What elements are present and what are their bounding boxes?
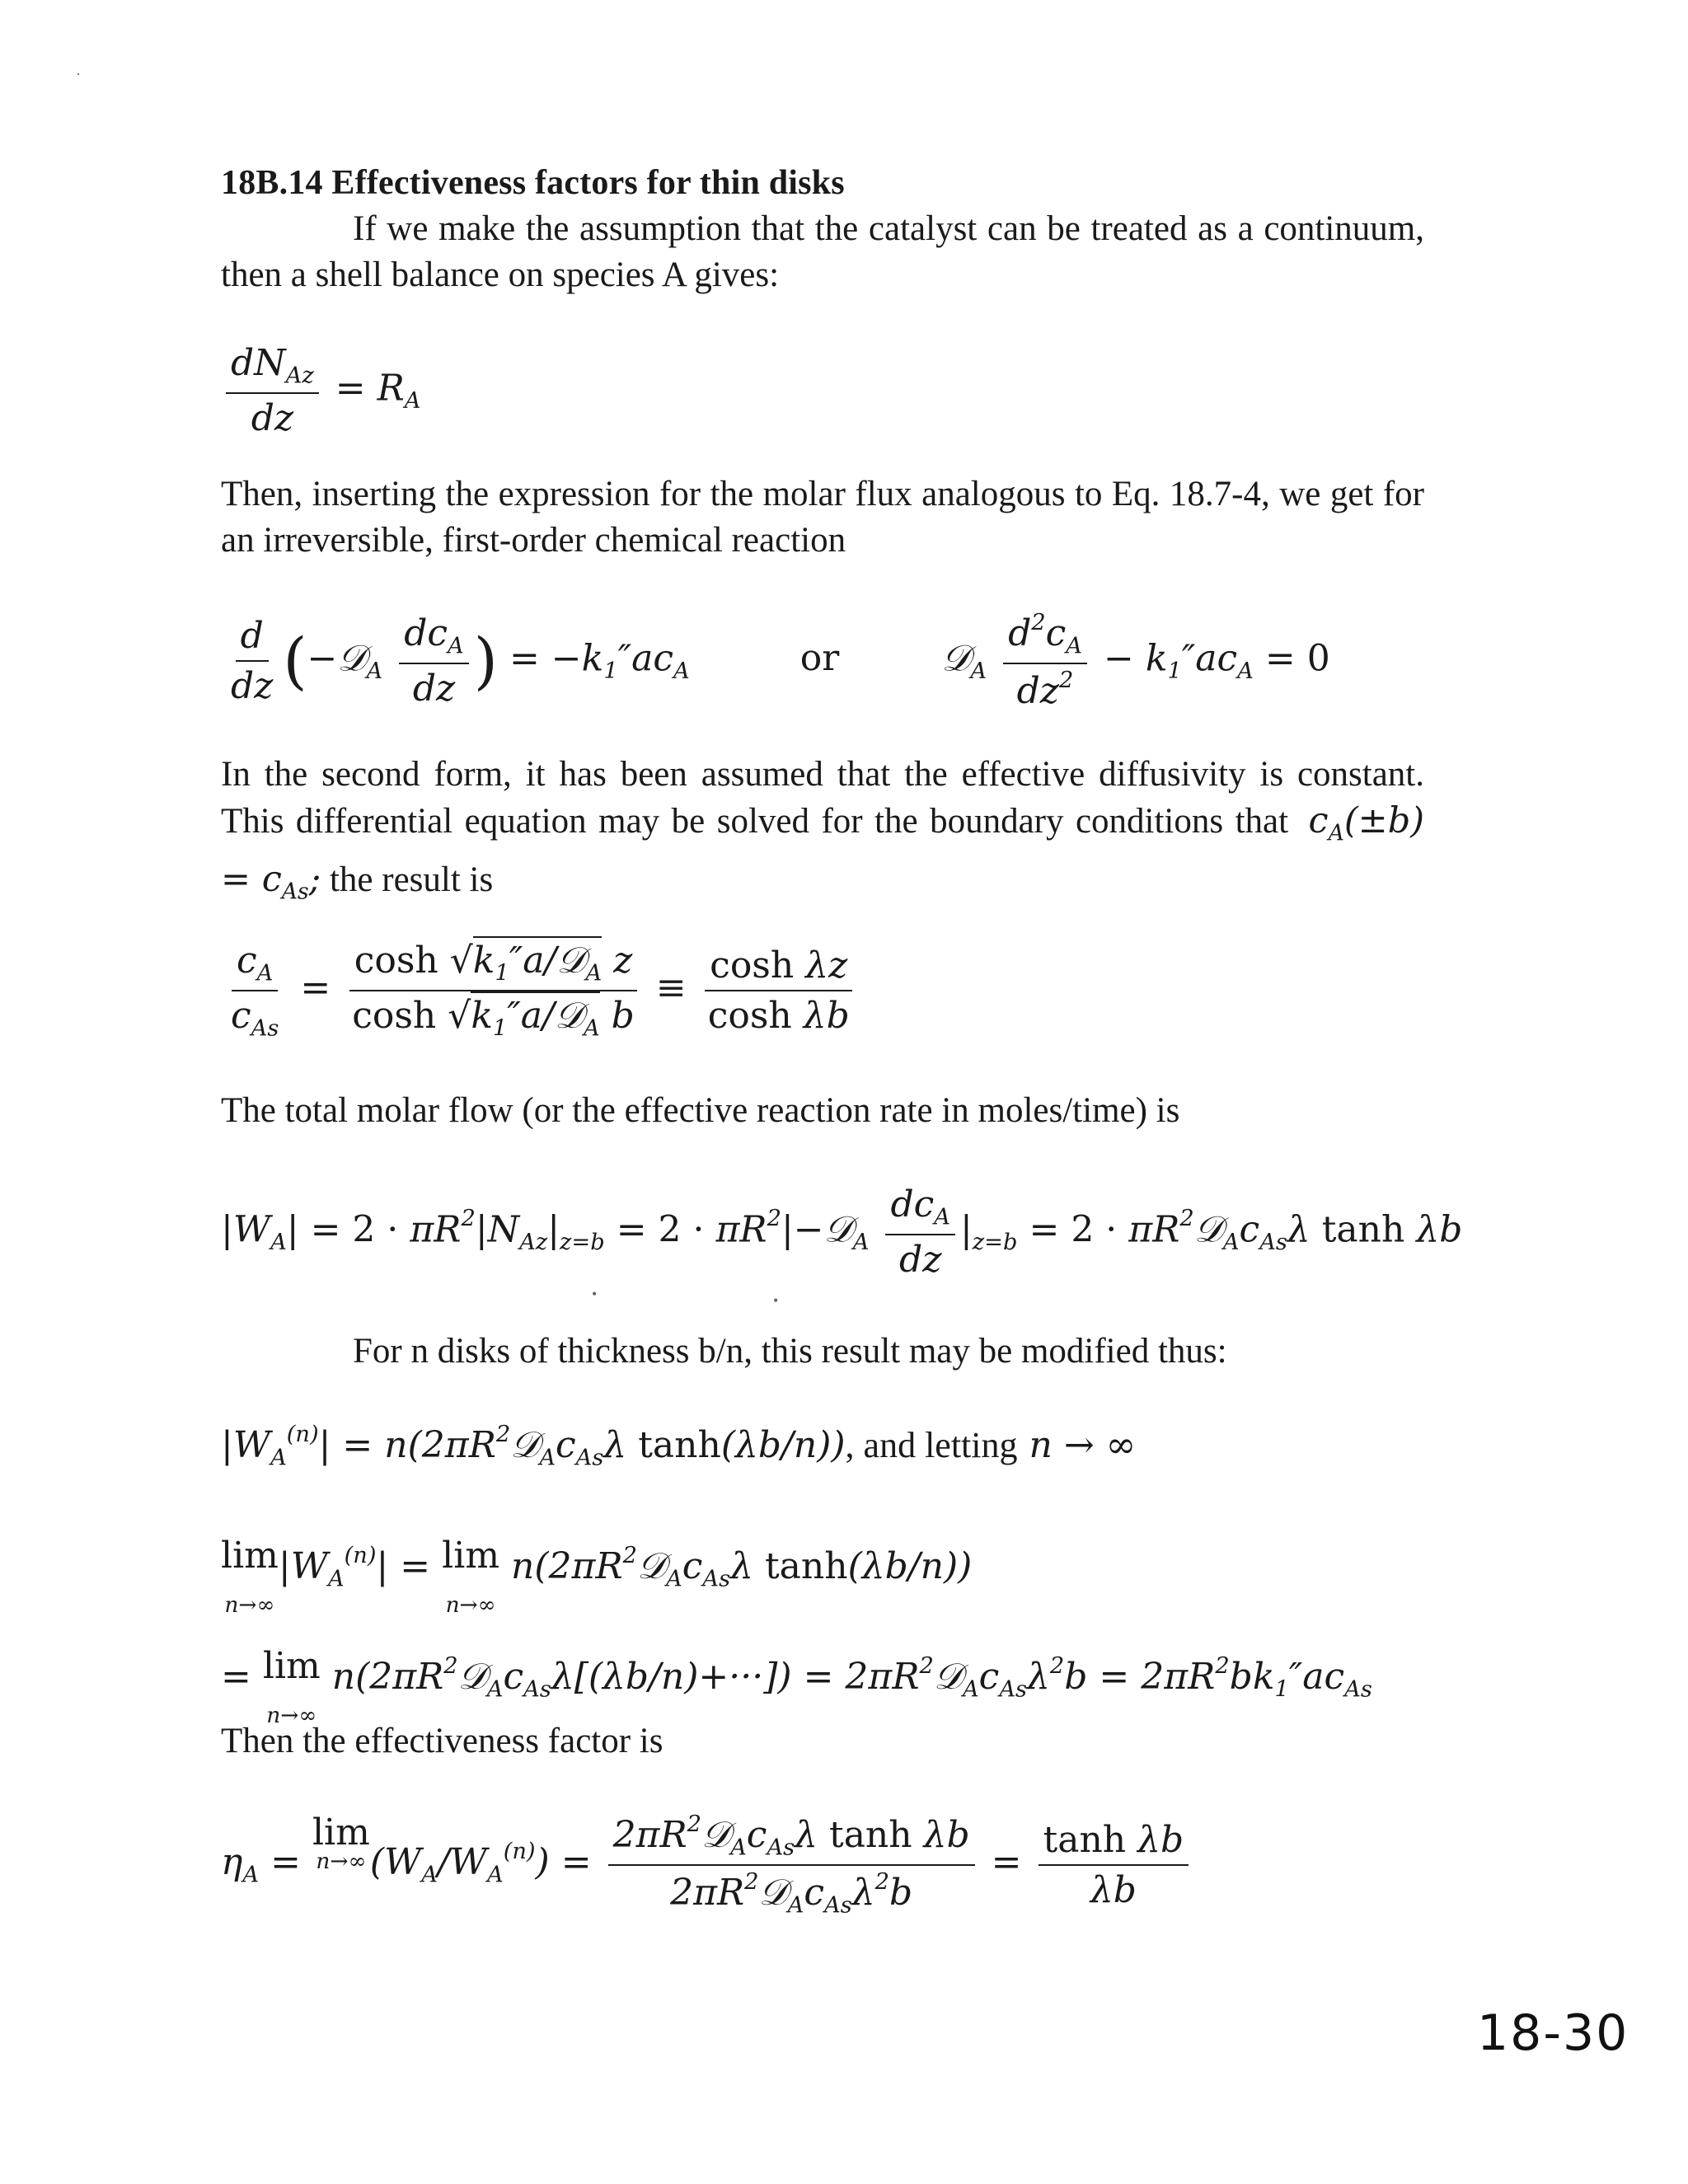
- equation-shell-balance: $\frac{dN_{Az}}{dz}$ = $R_A$: [221, 342, 420, 439]
- scan-speck: •: [592, 1286, 598, 1302]
- page-number: 18-30: [1477, 2004, 1629, 2062]
- scan-speck: ·: [76, 66, 81, 82]
- section-heading: 18B.14 Effectiveness factors for thin disks: [221, 164, 845, 202]
- paragraph-molar-flux: Then, inserting the expression for the molar flux analogous to Eq. 18.7-4, we get for an irreversible, first-order chemical reaction: [221, 475, 1424, 560]
- scan-speck: •: [773, 1292, 779, 1309]
- paragraph-n-disks: For n disks of thickness b/n, this result may be modified thus:: [353, 1332, 1227, 1371]
- paragraph-effectiveness-factor: Then the effectiveness factor is: [221, 1722, 663, 1760]
- equation-concentration-profile: $\frac{c_A}{c_{As}}$ = $\frac{\cosh √k_1''a/𝒟_A z}{\cosh √k_1''a/𝒟_A b}$ ≡ $\frac{\text{cosh λz}}{\text{cosh λb}}$: [221, 940, 860, 1041]
- paragraph-boundary-conditions: In the second form, it has been assumed that the effective diffusivity is constant. This differential equation may be solved for the boundary conditions that $c_A(\pm b) = c_{As}$; the result is: [221, 755, 1425, 905]
- paragraph-intro: If we make the assumption that the catalyst can be treated as a continuum, then a shell balance on species A gives:: [221, 209, 1424, 294]
- equation-limit: lim n→∞ $|W_A^{(n)}| = \lim$ n→∞ $n(2\pi R^2𝒟_Ac_{As}\lambda$ tanh(λb/n)) = lim n→∞ $n(2\pi R^2𝒟_Ac_{As}\lambda[(\lambda b/n)+\cdot\cdot\cdot])$ = $2\pi R^2𝒟_Ac_{As}\lambda^2b = 2\pi R^2bk_1''ac_{As}$: [221, 1535, 1372, 1728]
- equation-effectiveness-factor: $\eta_A = \lim$ n→∞ $(W_A/W_A^{(n)})$ = $\frac{2\pi R^2𝒟_Ac_{As}\lambda \tanh \lambda b}{2\pi R^2𝒟_Ac_{As}\lambda^2b}$ = $\frac{\text{tanh λb}}{\lambda b}$: [221, 1811, 1193, 1918]
- equation-n-disks: $|W_A^{(n)}|$ = $n(2\pi R^2𝒟_Ac_{As}\lambda$ tanh(λb/n)), and letting n → ∞: [221, 1422, 1137, 1471]
- equation-diffusion-reaction: $\frac{d}{dz}$ (−𝒟$_A$ $\frac{dc_A}{dz}$ ) = $-k_1''ac_A$ or 𝒟$_A$ $\frac{d^2c_A}{dz^2}$ − $k_1''ac_A = 0$: [231, 610, 1330, 712]
- equation-total-molar-flow: $|W_A| = 2 \cdot \pi R^2|N_{Az}|_{z=b} = 2$ · $\pi R^2|-𝒟_A$ $\frac{dc_A}{dz}$ $|_{z=b} = 2$ · $\pi R^2𝒟_Ac_{As}\lambda$ tanh λb: [221, 1183, 1463, 1281]
- or-label: or: [799, 637, 840, 680]
- paragraph-total-molar-flow: The total molar flow (or the effective reaction rate in moles/time) is: [221, 1091, 1180, 1130]
